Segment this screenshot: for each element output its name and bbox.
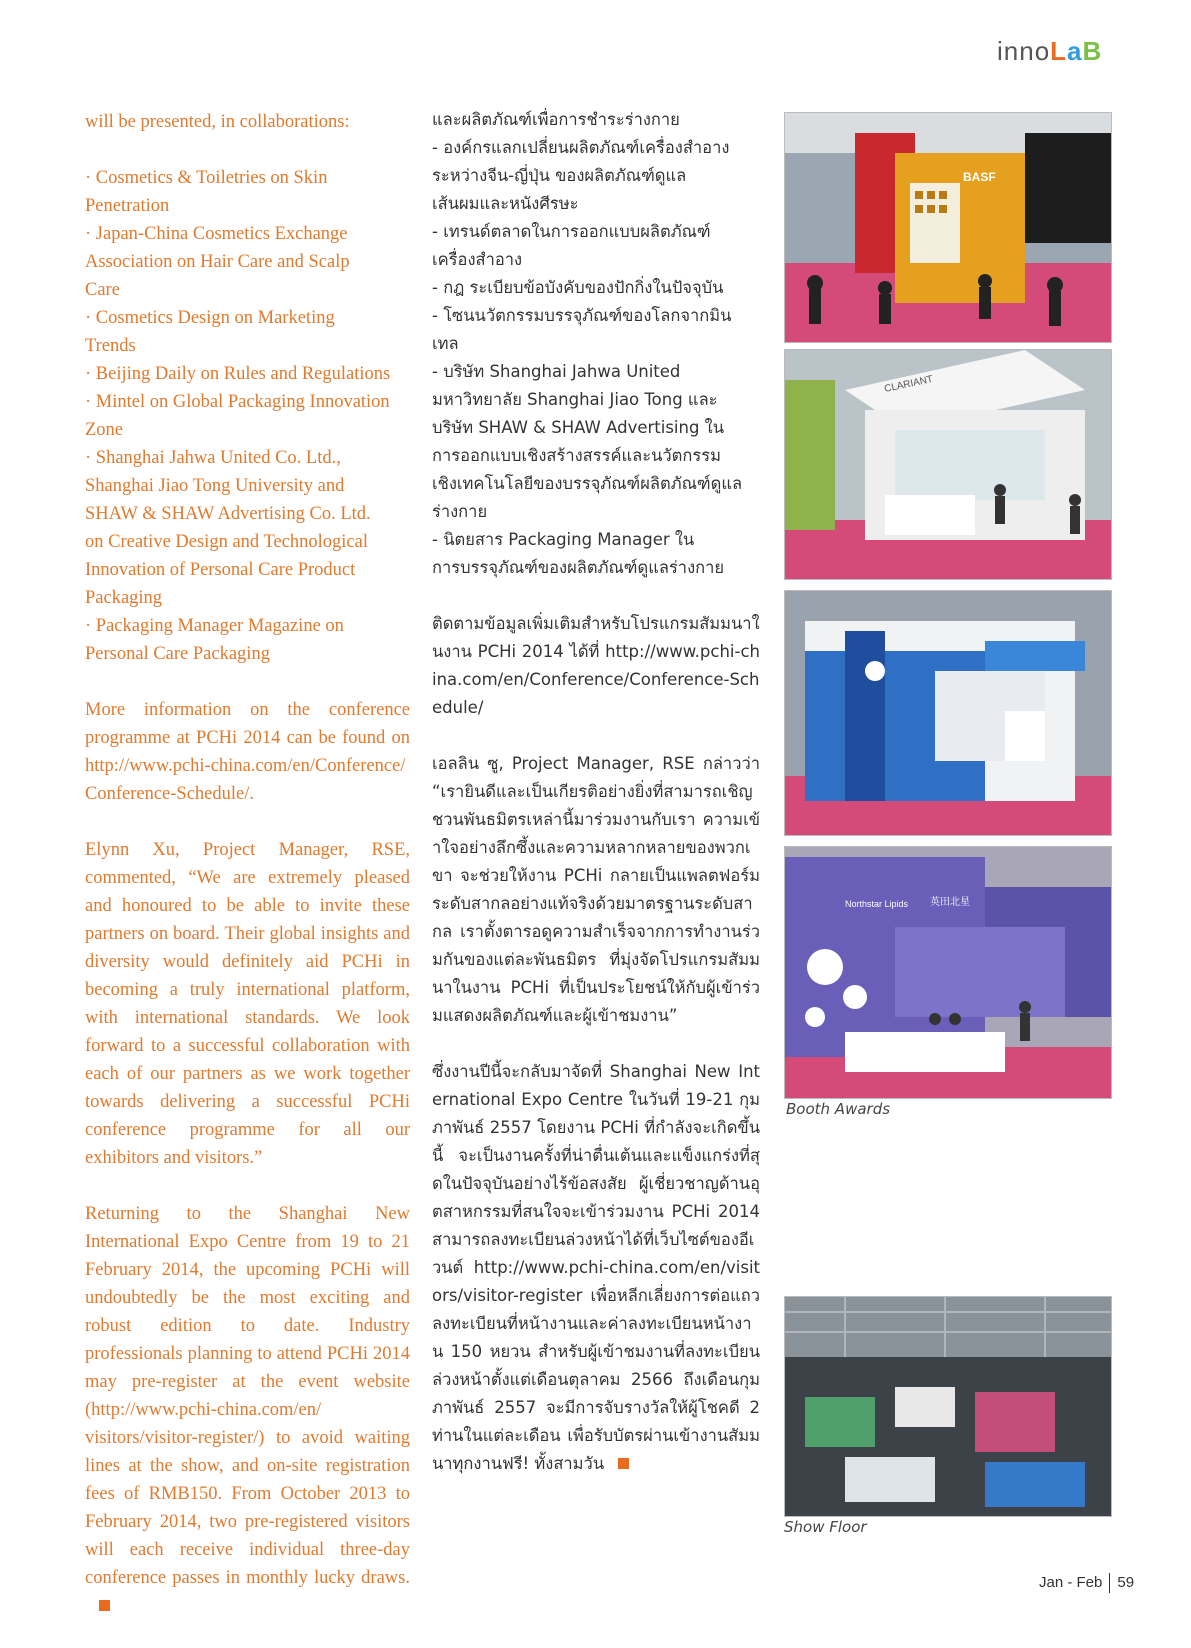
thai-list-line: - บริษัท Shanghai Jahwa United: [432, 362, 681, 381]
english-column: [85, 108, 410, 1648]
innolab-logo: [997, 36, 1102, 67]
logo-lab-letter: L: [1050, 36, 1068, 66]
partner-list-line: · Cosmetics & Toiletries on Skin: [85, 168, 328, 188]
returning-paragraph: [85, 1200, 410, 1620]
partner-list-line: Shanghai Jiao Tong University and: [85, 476, 345, 496]
partner-list-line: Zone: [85, 420, 124, 440]
logo-inno-text: inno: [997, 36, 1051, 66]
logo-lab-letter: B: [1082, 36, 1103, 66]
logo-lab-text: [1050, 36, 1102, 66]
show-floor-photo: [784, 1296, 1112, 1517]
thai-list: [432, 106, 760, 582]
booth-photo-northstar: [784, 846, 1112, 1099]
partner-list-line: Innovation of Personal Care Product: [85, 560, 356, 580]
thai-list-line: บริษัท SHAW & SHAW Advertising ใน: [432, 418, 725, 437]
thai-list-line: - กฎ ระเบียบข้อบังคับของปักกิ่งในปัจจุบัน: [432, 278, 724, 297]
returning-text: Returning to the Shanghai New International Expo Centre from 19 to 21 February 2014, the upcoming PCHi will undoubtedly be the most exciting and robust edition to date. Industry professionals planning to attend PCHi 2014 may pre-register at the event website (http://www.pchi-china.com/en/ visitors/visitor-register/) to avoid waiting lines at the show, and on-site registration fees of RMB150. From October 2013 to February 2014, two pre-registered visitors will each receive individual three-day conference passes in monthly lucky draws.: [85, 1204, 410, 1588]
thai-list-line: การออกแบบเชิงสร้างสรรค์และนวัตกรรม: [432, 446, 721, 465]
thai-more-info: ติดตามข้อมูลเพิ่มเติมสำหรับโปรแกรมสัมมนาในงาน PCHi 2014 ได้ที่ http://www.pchi-china.com/en/Conference/Conference-Schedule/: [432, 614, 760, 717]
partner-list-line: Association on Hair Care and Scalp: [85, 252, 350, 272]
northstar-cn-sign: 英田北星: [930, 897, 970, 908]
page-number: 59: [1117, 1573, 1135, 1591]
show-floor-photo-art: [785, 1297, 1111, 1516]
caption-show-floor: Show Floor: [784, 1518, 867, 1536]
more-info-paragraph: More information on the conference programme at PCHi 2014 can be found on http://www.pchi-china.com/en/Conference/ Conference-Schedule/.: [85, 700, 410, 804]
booth-photo-clariant: [784, 349, 1112, 580]
thai-list-line: - โซนนวัตกรรมบรรจุภัณฑ์ของโลกจากมิน: [432, 306, 732, 325]
thai-list-line: - องค์กรแลกเปลี่ยนผลิตภัณฑ์เครื่องสำอาง: [432, 138, 730, 157]
thai-list-line: - เทรนด์ตลาดในการออกแบบผลิตภัณฑ์: [432, 222, 711, 241]
thai-list-line: เส้นผมและหนังศีรษะ: [432, 194, 579, 213]
partner-list-line: Care: [85, 280, 120, 300]
end-mark: [618, 1458, 629, 1469]
partner-list-line: Personal Care Packaging: [85, 644, 270, 664]
caption-booth-awards: Booth Awards: [786, 1100, 891, 1118]
issue-label: Jan - Feb: [1039, 1573, 1103, 1591]
booth-photo-clariant-art: [785, 350, 1111, 579]
intro-text: will be presented, in collaborations:: [85, 112, 350, 132]
quote-paragraph: Elynn Xu, Project Manager, RSE, commented, “We are extremely pleased and honoured to be able to invite these partners on board. Their global insights and diversity would definitely aid PCHi in becoming a truly international platform, with international standards. We look forward to a successful collaboration with each of our partners as we work together towards delivering a successful PCHi conference programme for all our exhibitors and visitors.”: [85, 840, 410, 1168]
partner-list-line: on Creative Design and Technological: [85, 532, 368, 552]
partner-list-line: · Shanghai Jahwa United Co. Ltd.,: [85, 448, 341, 468]
thai-quote: เอลลิน ซู, Project Manager, RSE กล่าวว่า “เรายินดีและเป็นเกียรติอย่างยิ่งที่สามารถเชิญชวนพันธมิตรเหล่านี้มาร่วมงานกับเรา ความเข้าใจอย่างลึกซึ้งและความหลากหลายของพวกเขา จะช่วยให้งาน PCHi กลายเป็นแพลตฟอร์มระดับสากลอย่างแท้จริงด้วยมาตรฐานระดับสากล เราตั้งตารอดูความสำเร็จจากการทำงานร่วมกันของแต่ละพันธมิตร ที่มุ่งจัดโปรแกรมสัมมนาในงาน PCHi ที่เป็นประโยชน์ให้กับผู้เข้าร่วมแสดงผลิตภัณฑ์และผู้เข้าชมงาน”: [432, 754, 760, 1025]
thai-returning-text: ซึ่งงานปีนี้จะกลับมาจัดที่ Shanghai New International Expo Centre ในวันที่ 19-21 กุมภาพันธ์ 2557 โดยงาน PCHi ที่กำลังจะเกิดขึ้นนี้ จะเป็นงานครั้งที่น่าตื่นเต้นและแข็งแกร่งที่สุดในปัจจุบันอย่างไร้ข้อสงสัย ผู้เชี่ยวชาญด้านอุตสาหกรรมที่สนใจจะเข้าร่วมงาน PCHi 2014 สามารถลงทะเบียนล่วงหน้าได้ที่เว็บไซต์ของอีเวนต์ http://www.pchi-china.com/en/visitors/visitor-register เพื่อหลีกเลี่ยงการต่อแถวลงทะเบียนที่หน้างานและค่าลงทะเบียนหน้างาน 150 หยวน สำหรับผู้เข้าชมงานที่ลงทะเบียนล่วงหน้าตั้งแต่เดือนตุลาคม 2566 ถึงเดือนกุมภาพันธ์ 2557 จะมีการจับรางวัลให้ผู้โชคดี 2 ท่านในแต่ละเดือน เพื่อรับบัตรผ่านเข้างานสัมมนาทุกงานฟรี! ทั้งสามวัน: [432, 1062, 760, 1473]
northstar-sign: Northstar Lipids: [845, 899, 909, 909]
thai-list-line: เครื่องสำอาง: [432, 250, 523, 269]
booth-photo-basf: [784, 112, 1112, 343]
end-mark: [99, 1600, 110, 1611]
partner-list-line: SHAW & SHAW Advertising Co. Ltd.: [85, 504, 371, 524]
partner-list-line: Trends: [85, 336, 136, 356]
partner-list-line: Penetration: [85, 196, 170, 216]
thai-list-line: ร่างกาย: [432, 502, 488, 521]
thai-list-line: - นิตยสาร Packaging Manager ใน: [432, 530, 695, 549]
thai-list-line: มหาวิทยาลัย Shanghai Jiao Tong และ: [432, 390, 718, 409]
partner-list-line: · Japan-China Cosmetics Exchange: [85, 224, 348, 244]
thai-list-line: เชิงเทคโนโลยีของบรรจุภัณฑ์ผลิตภัณฑ์ดูแล: [432, 474, 743, 493]
thai-list-line: และผลิตภัณฑ์เพื่อการชำระร่างกาย: [432, 110, 680, 129]
booth-photo-blue: [784, 590, 1112, 836]
partner-list-line: · Packaging Manager Magazine on: [85, 616, 344, 636]
partner-list: [85, 164, 410, 668]
clariant-sign: CLARIANT: [883, 373, 934, 395]
booth-photo-blue-art: [785, 591, 1111, 835]
footer-divider: [1109, 1573, 1110, 1593]
thai-list-line: เทล: [432, 334, 459, 353]
partner-list-line: Packaging: [85, 588, 163, 608]
booth-photo-basf-art: [785, 113, 1111, 342]
partner-list-line: · Beijing Daily on Rules and Regulations: [85, 364, 391, 384]
thai-returning: [432, 1058, 760, 1478]
logo-lab-letter: a: [1067, 36, 1083, 66]
partner-list-line: · Mintel on Global Packaging Innovation: [85, 392, 390, 412]
basf-sign: BASF: [963, 170, 996, 184]
thai-list-line: การบรรจุภัณฑ์ของผลิตภัณฑ์ดูแลร่างกาย: [432, 558, 725, 577]
thai-column: [432, 106, 760, 1506]
partner-list-line: · Cosmetics Design on Marketing: [85, 308, 335, 328]
thai-list-line: ระหว่างจีน-ญี่ปุ่น ของผลิตภัณฑ์ดูแล: [432, 166, 687, 185]
booth-photo-northstar-art: [785, 847, 1111, 1098]
page-footer: [1039, 1573, 1134, 1593]
